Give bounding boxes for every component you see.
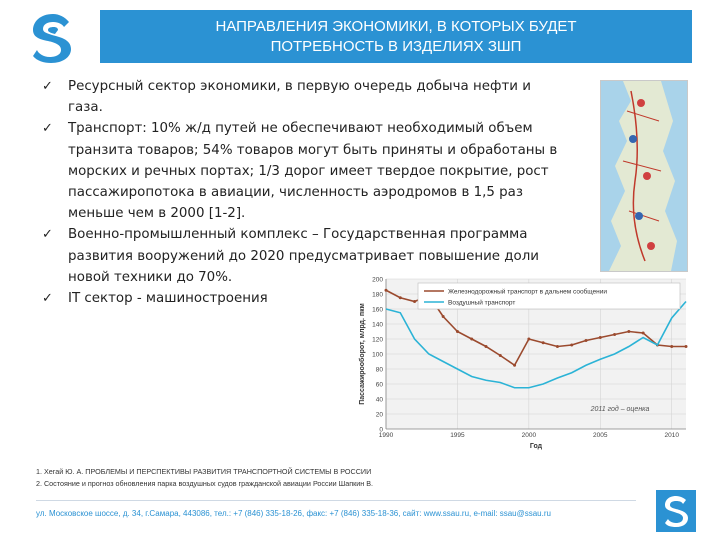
- footnote-item: 2. Состояние и прогноз обновления парка воздушных судов гражданской авиации России Шапкин В.: [36, 479, 374, 488]
- bullet-line: газа.: [68, 100, 103, 116]
- bullet-line: пассажиропотока в авиации, численность аэродромов в 1,5 раз: [68, 185, 523, 201]
- bullet-line: транзита товаров; 54% товаров могут быть приняты и обработаны в: [68, 142, 558, 158]
- series-point: [670, 345, 673, 348]
- x-tick-label: 1995: [450, 432, 465, 439]
- bullet-item: [38, 76, 598, 118]
- series-point: [627, 330, 630, 333]
- legend-label: Воздушный транспорт: [448, 299, 516, 307]
- footnotes: [36, 466, 373, 490]
- header-title-line2: ПОТРЕБНОСТЬ В ИЗДЕЛИЯХ ЗШП: [270, 38, 522, 55]
- series-point: [570, 344, 573, 347]
- bullet-line: Ресурсный сектор экономики, в первую очередь добыча нефти и: [68, 79, 531, 94]
- chart-annotation: 2011 год – оценка: [590, 406, 650, 413]
- header-title-line1: НАПРАВЛЕНИЯ ЭКОНОМИКИ, В КОТОРЫХ БУДЕТ: [215, 18, 577, 35]
- footer-divider: [36, 500, 636, 501]
- x-tick-label: 1990: [378, 432, 394, 439]
- series-point: [470, 338, 473, 341]
- y-tick-label: 0: [379, 426, 383, 434]
- bullet-line: меньше чем в 2000 [1-2].: [68, 206, 246, 222]
- series-point: [456, 330, 459, 333]
- series-point: [513, 364, 516, 367]
- y-tick-label: 80: [375, 366, 383, 374]
- footer-contacts: ул. Московское шоссе, д. 34, г.Самара, 443086, тел.: +7 (846) 335-18-26, факс: +7 (846) 335-18-36, сайт: www.ssau.ru, e-mail: ssau@ssau.ru: [36, 509, 551, 518]
- series-point: [527, 338, 530, 341]
- checkmark-icon: ✓: [42, 227, 53, 243]
- series-point: [585, 339, 588, 342]
- bullet-line: Военно-промышленный комплекс – Государственная программа: [68, 227, 528, 243]
- y-tick-label: 200: [372, 277, 383, 284]
- legend-label: Железнодорожный транспорт в дальнем сообщении: [448, 288, 608, 296]
- y-tick-label: 120: [372, 336, 383, 344]
- bullet-list: [38, 76, 598, 309]
- transport-map-image: [600, 80, 688, 272]
- y-tick-label: 60: [375, 381, 383, 389]
- x-axis-label: Год: [529, 443, 543, 450]
- series-point: [542, 341, 545, 344]
- bullet-line: развития вооружений до 2020 предусматривает повышение доли: [68, 248, 540, 264]
- bullet-item: [38, 118, 598, 224]
- series-point: [442, 315, 445, 318]
- y-tick-label: 160: [372, 306, 383, 314]
- slide-header: [100, 10, 692, 63]
- checkmark-icon: ✓: [42, 79, 53, 94]
- series-point: [642, 332, 645, 335]
- series-point: [413, 300, 416, 303]
- university-logo-small-icon: [656, 490, 696, 532]
- y-tick-label: 180: [372, 291, 383, 299]
- series-point: [399, 296, 402, 299]
- x-tick-label: 2005: [593, 432, 608, 439]
- bullet-line: IT сектор - машиностроения: [68, 291, 268, 307]
- series-point: [485, 345, 488, 348]
- checkmark-icon: ✓: [42, 121, 53, 137]
- x-tick-label: 2010: [664, 432, 679, 439]
- y-axis-label: Пассажирооборот, млрд. пкм: [359, 303, 366, 405]
- y-tick-label: 100: [372, 351, 383, 359]
- series-point: [613, 333, 616, 336]
- x-tick-label: 2000: [521, 432, 537, 439]
- university-logo-icon: [28, 10, 78, 66]
- checkmark-icon: ✓: [42, 291, 53, 307]
- series-point: [599, 336, 602, 339]
- footnote-item: 1. Хегай Ю. А. ПРОБЛЕМЫ И ПЕРСПЕКТИВЫ РАЗВИТИЯ ТРАНСПОРТНОЙ СИСТЕМЫ В РОССИИ: [36, 467, 372, 476]
- series-point: [385, 289, 388, 292]
- series-point: [499, 354, 502, 357]
- y-tick-label: 140: [372, 321, 383, 329]
- series-point: [556, 345, 559, 348]
- y-tick-label: 40: [375, 396, 383, 404]
- bullet-line: морских и речных портах; 1/3 дорог имеет твердое покрытие, рост: [68, 163, 549, 179]
- y-tick-label: 20: [375, 411, 383, 419]
- series-point: [685, 345, 688, 348]
- bullet-line: Транспорт: 10% ж/д путей не обеспечивают необходимый объем: [68, 121, 533, 137]
- passenger-turnover-chart: [358, 277, 688, 452]
- bullet-line: новой техники до 70%.: [68, 269, 233, 285]
